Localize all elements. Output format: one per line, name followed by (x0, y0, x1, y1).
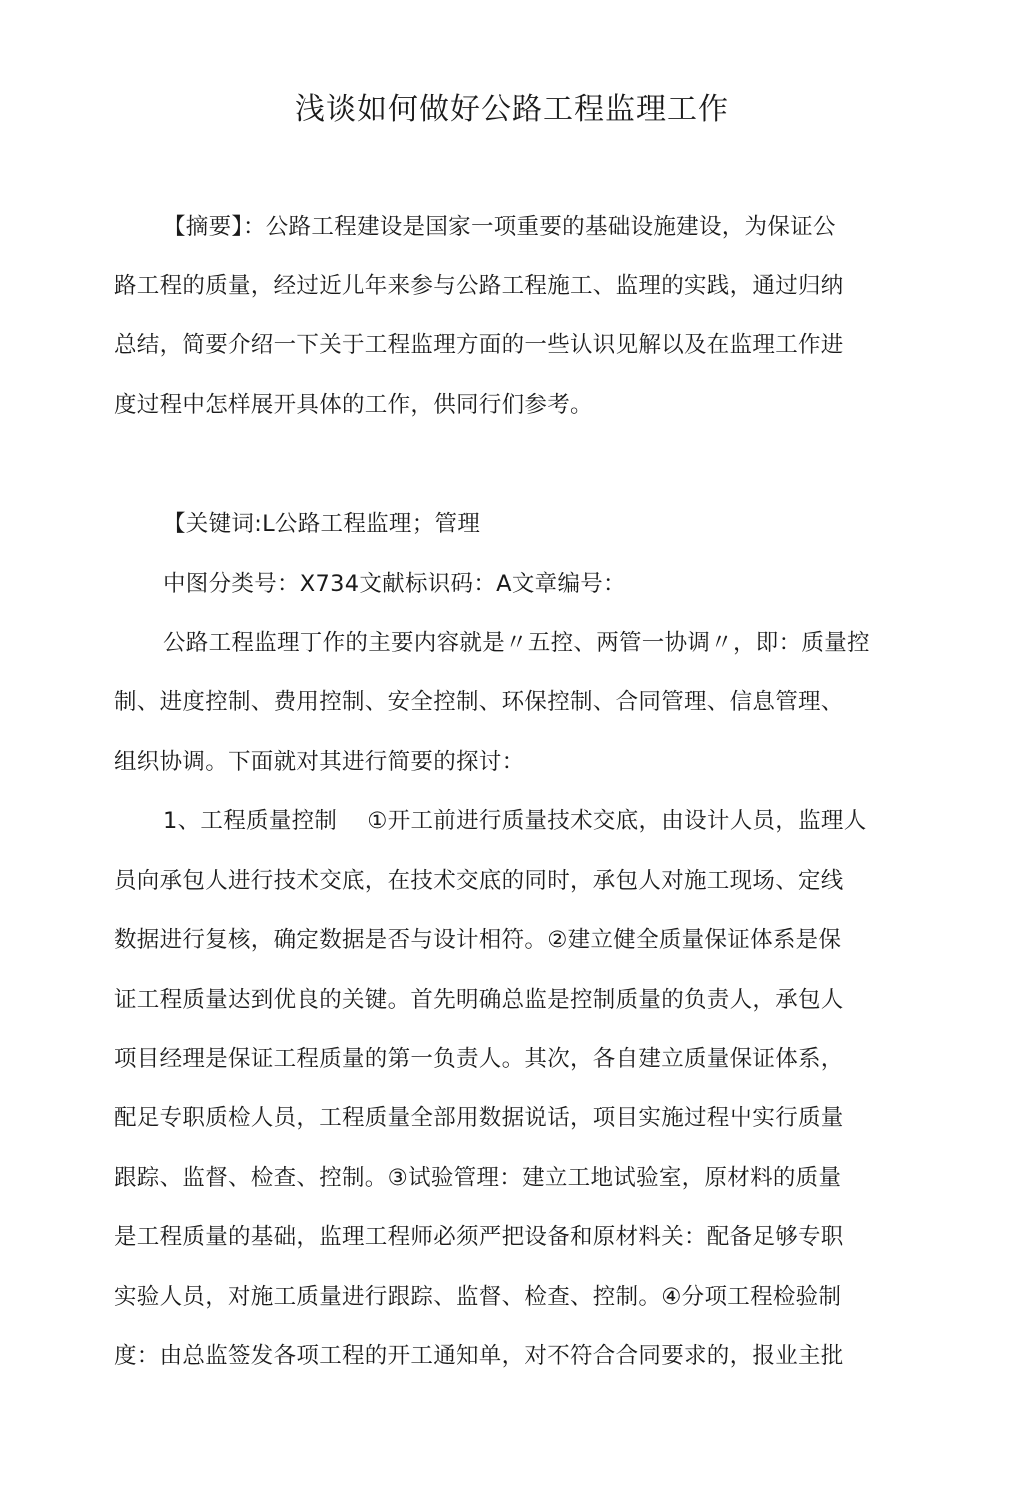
section-line: 数据进行复核，确定数据是否与设计相符。②建立健全质量保证体系是保 (114, 927, 842, 953)
abstract-line: 路工程的质量，经过近儿年来参与公路工程施工、监理的实践，通过归纳 (114, 273, 844, 299)
section-line: 跟踪、监督、检查、控制。③试验管理：建立工地试验室，原材料的质量 (114, 1165, 842, 1191)
abstract-line: 度过程中怎样展开具体的工作，供同行们参考。 (114, 392, 593, 418)
keywords-line: 【关键词:L公路工程监理；管理 (163, 511, 481, 537)
intro-line: 组织协调。下面就对其进行简要的探讨： (114, 749, 525, 775)
section-heading: 1、工程质量控制 (163, 808, 338, 834)
intro-line: 制、进度控制、费用控制、安全控制、环保控制、合同管理、信息管理、 (114, 689, 844, 715)
abstract-line: 【摘要】：公路工程建设是国家一项重要的基础设施建设，为保证公 (163, 214, 836, 240)
section-line: 员向承包人进行技术交底，在技术交底的同时，承包人对施工现场、定线 (114, 868, 844, 894)
section-first-line-text: ①开工前进行质量技术交底，由设计人员，监理人 (367, 808, 867, 834)
classification-line: 中图分类号：X734文献标识码：A文章编号： (163, 571, 626, 597)
section-line: 配足专职质检人员，工程质量全部用数据说话，项目实施过程屮实行质量 (114, 1105, 844, 1131)
section-line: 度：由总监签发各项工程的开工通知单，对不符合合同要求的，报业主批 (114, 1343, 844, 1369)
section-first-line (163, 805, 867, 837)
intro-line: 公路工程监理丁作的主要内容就是〃五控、两管一协调〃，即：质量控 (163, 630, 870, 656)
section-line: 实验人员，对施工质量进行跟踪、监督、检查、控制。④分项工程检验制 (114, 1284, 842, 1310)
section-line: 是工程质量的基础，监理工程师必须严把设备和原材料关：配备足够专职 (114, 1224, 844, 1250)
section-line: 证工程质量达到优良的关键。首先明确总监是控制质量的负责人，承包人 (114, 987, 844, 1013)
section-line: 项目经理是保证工程质量的第一负责人。其次，各自建立质量保证体系， (114, 1046, 844, 1072)
abstract-line: 总结，简要介绍一下关于工程监理方面的一些认识见解以及在监理工作进 (114, 332, 844, 358)
document-title: 浅谈如何做好公路工程监理工作 (295, 92, 729, 127)
